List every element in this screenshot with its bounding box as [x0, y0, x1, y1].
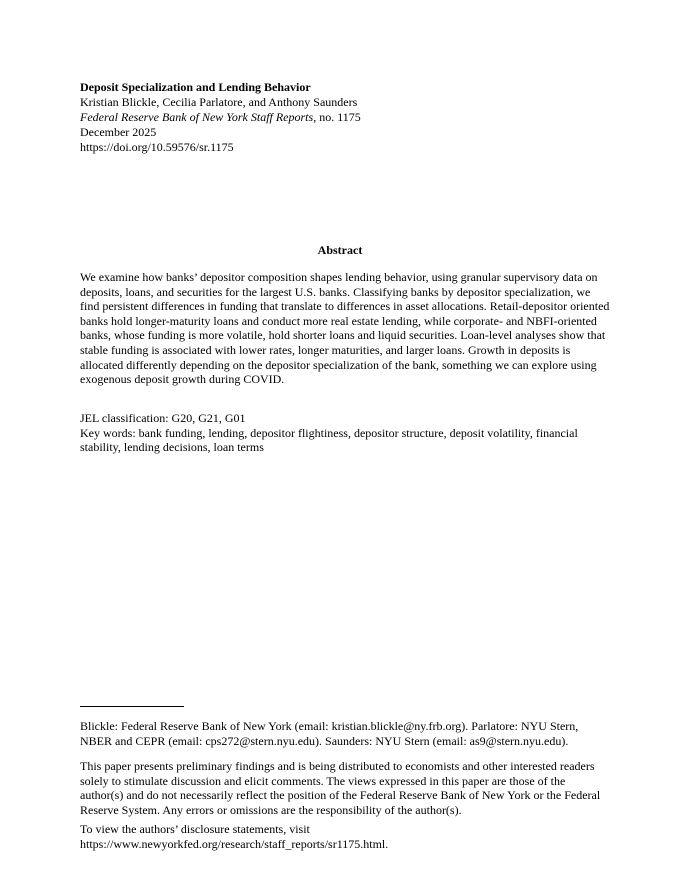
- keywords: Key words: bank funding, lending, depositor flightiness, depositor structure, deposit volatility, financial stability, lending decisions, loan terms: [80, 425, 578, 455]
- disclosure-footnote: [80, 822, 610, 851]
- paper-header: [80, 80, 361, 155]
- doi-link[interactable]: https://doi.org/10.59576/sr.1175: [80, 140, 234, 154]
- paper-authors: Kristian Blickle, Cecilia Parlatore, and Anthony Saunders: [80, 95, 358, 109]
- abstract-body: We examine how banks’ depositor composition shapes lending behavior, using granular supervisory data on deposits, loans, and securities for the largest U.S. banks. Classifying banks by depositor specialization, we find persistent differences in funding that translate to differences in asset allocations. Retail-depositor oriented banks hold longer-maturity loans and conduct more real estate lending, while corporate- and NBFI-oriented banks, whose funding is more volatile, hold shorter loans and liquid securities. Loan-level analyses show that stable funding is associated with lower rates, longer maturities, and larger loans. Growth in deposits is allocated differently depending on the depositor specialization of the bank, something we can explore using exogenous deposit growth during COVID.: [80, 270, 610, 387]
- paper-title: Deposit Specialization and Lending Behavior: [80, 80, 311, 94]
- series-line: [80, 110, 361, 125]
- footnote-divider: [80, 706, 184, 707]
- series-name: Federal Reserve Bank of New York Staff Reports: [80, 110, 314, 124]
- disclosure-link[interactable]: https://www.newyorkfed.org/research/staff_reports/sr1175.html.: [80, 836, 389, 851]
- abstract-heading: Abstract: [317, 243, 363, 257]
- classification-block: [80, 411, 610, 455]
- jel-classification: JEL classification: G20, G21, G01: [80, 411, 246, 425]
- disclosure-intro: To view the authors’ disclosure statements, visit: [80, 822, 310, 836]
- affiliations-footnote: Blickle: Federal Reserve Bank of New York (email: kristian.blickle@ny.frb.org). Parlatore: NYU Stern, NBER and CEPR (email: cps272@stern.nyu.edu). Saunders: NYU Stern (email: as9@stern.nyu.edu).: [80, 719, 579, 748]
- series-number: , no. 1175: [313, 110, 361, 124]
- disclaimer-footnote: This paper presents preliminary findings and is being distributed to economists and other interested readers solely to stimulate discussion and elicit comments. The views expressed in this paper are those of the author(s) and do not necessarily reflect the position of the Federal Reserve Bank of New York or the Federal Reserve System. Any errors or omissions are the responsibility of the author(s).: [80, 759, 601, 817]
- paper-date: December 2025: [80, 125, 157, 139]
